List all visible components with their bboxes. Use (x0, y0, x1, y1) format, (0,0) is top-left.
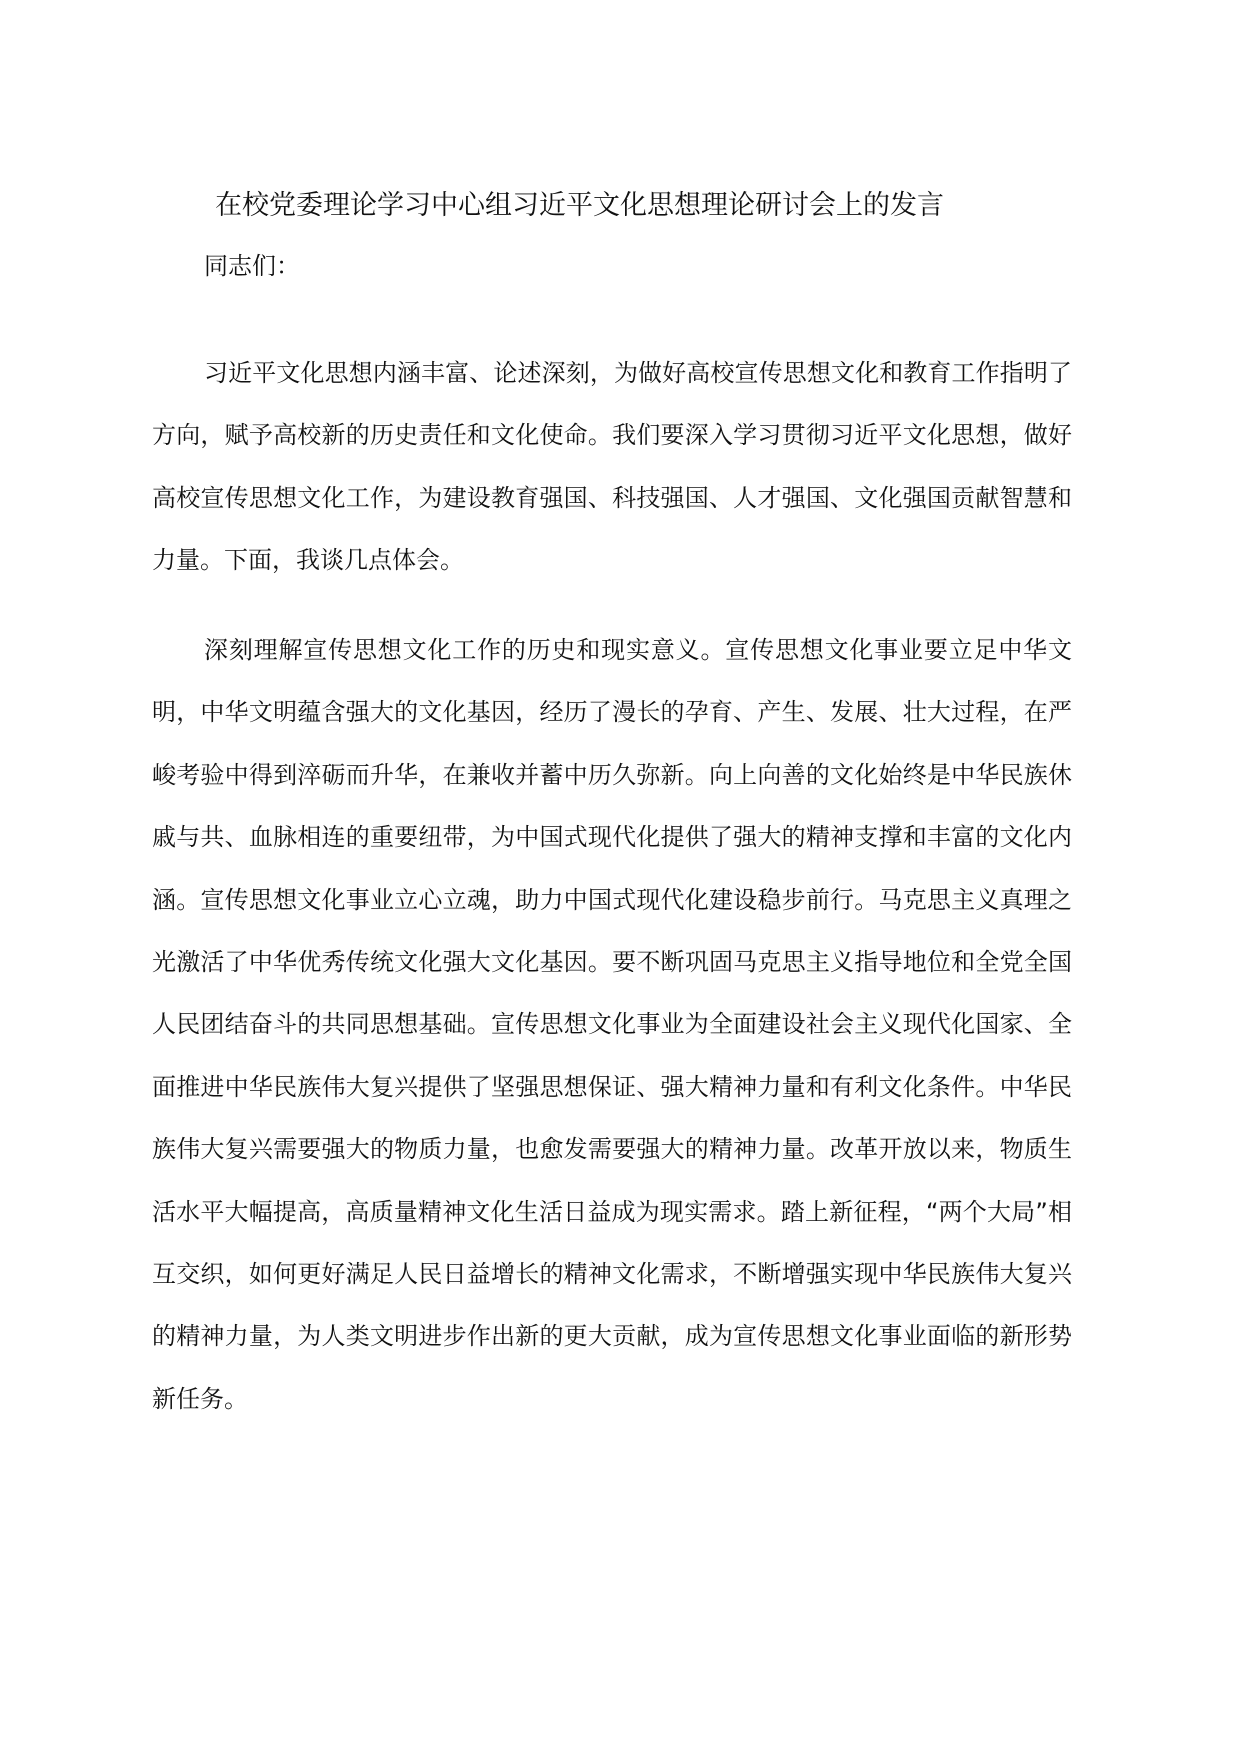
document-title: 在校党委理论学习中心组习近平文化思想理论研讨会上的发言 (215, 190, 944, 221)
paragraph-significance: 深刻理解宣传思想文化工作的历史和现实意义。宣传思想文化事业要立足中华文明，中华文明蕴含强大的文化基因，经历了漫长的孕育、产生、发展、壮大过程，在严峻考验中得到淬砺而升华，在兼收并蓄中历久弥新。向上向善的文化始终是中华民族休戚与共、血脉相连的重要纽带，为中国式现代化提供了强大的精神支撑和丰富的文化内涵。宣传思想文化事业立心立魂，助力中国式现代化建设稳步前行。马克思主义真理之光激活了中华优秀传统文化强大文化基因。要不断巩固马克思主义指导地位和全党全国人民团结奋斗的共同思想基础。宣传思想文化事业为全面建设社会主义现代化国家、全面推进中华民族伟大复兴提供了坚强思想保证、强大精神力量和有利文化条件。中华民族伟大复兴需要强大的物质力量，也愈发需要强大的精神力量。改革开放以来，物质生活水平大幅提高，高质量精神文化生活日益成为现实需求。踏上新征程，“两个大局”相互交织，如何更好满足人民日益增长的精神文化需求，不断增强实现中华民族伟大复兴的精神力量，为人类文明进步作出新的更大贡献，成为宣传思想文化事业面临的新形势新任务。 (152, 636, 1072, 1413)
paragraph-intro: 习近平文化思想内涵丰富、论述深刻，为做好高校宣传思想文化和教育工作指明了方向，赋予高校新的历史责任和文化使命。我们要深入学习贯彻习近平文化思想，做好高校宣传思想文化工作，为建设教育强国、科技强国、人才强国、文化强国贡献智慧和力量。下面，我谈几点体会。 (152, 359, 1072, 575)
salutation: 同志们： (204, 252, 300, 280)
